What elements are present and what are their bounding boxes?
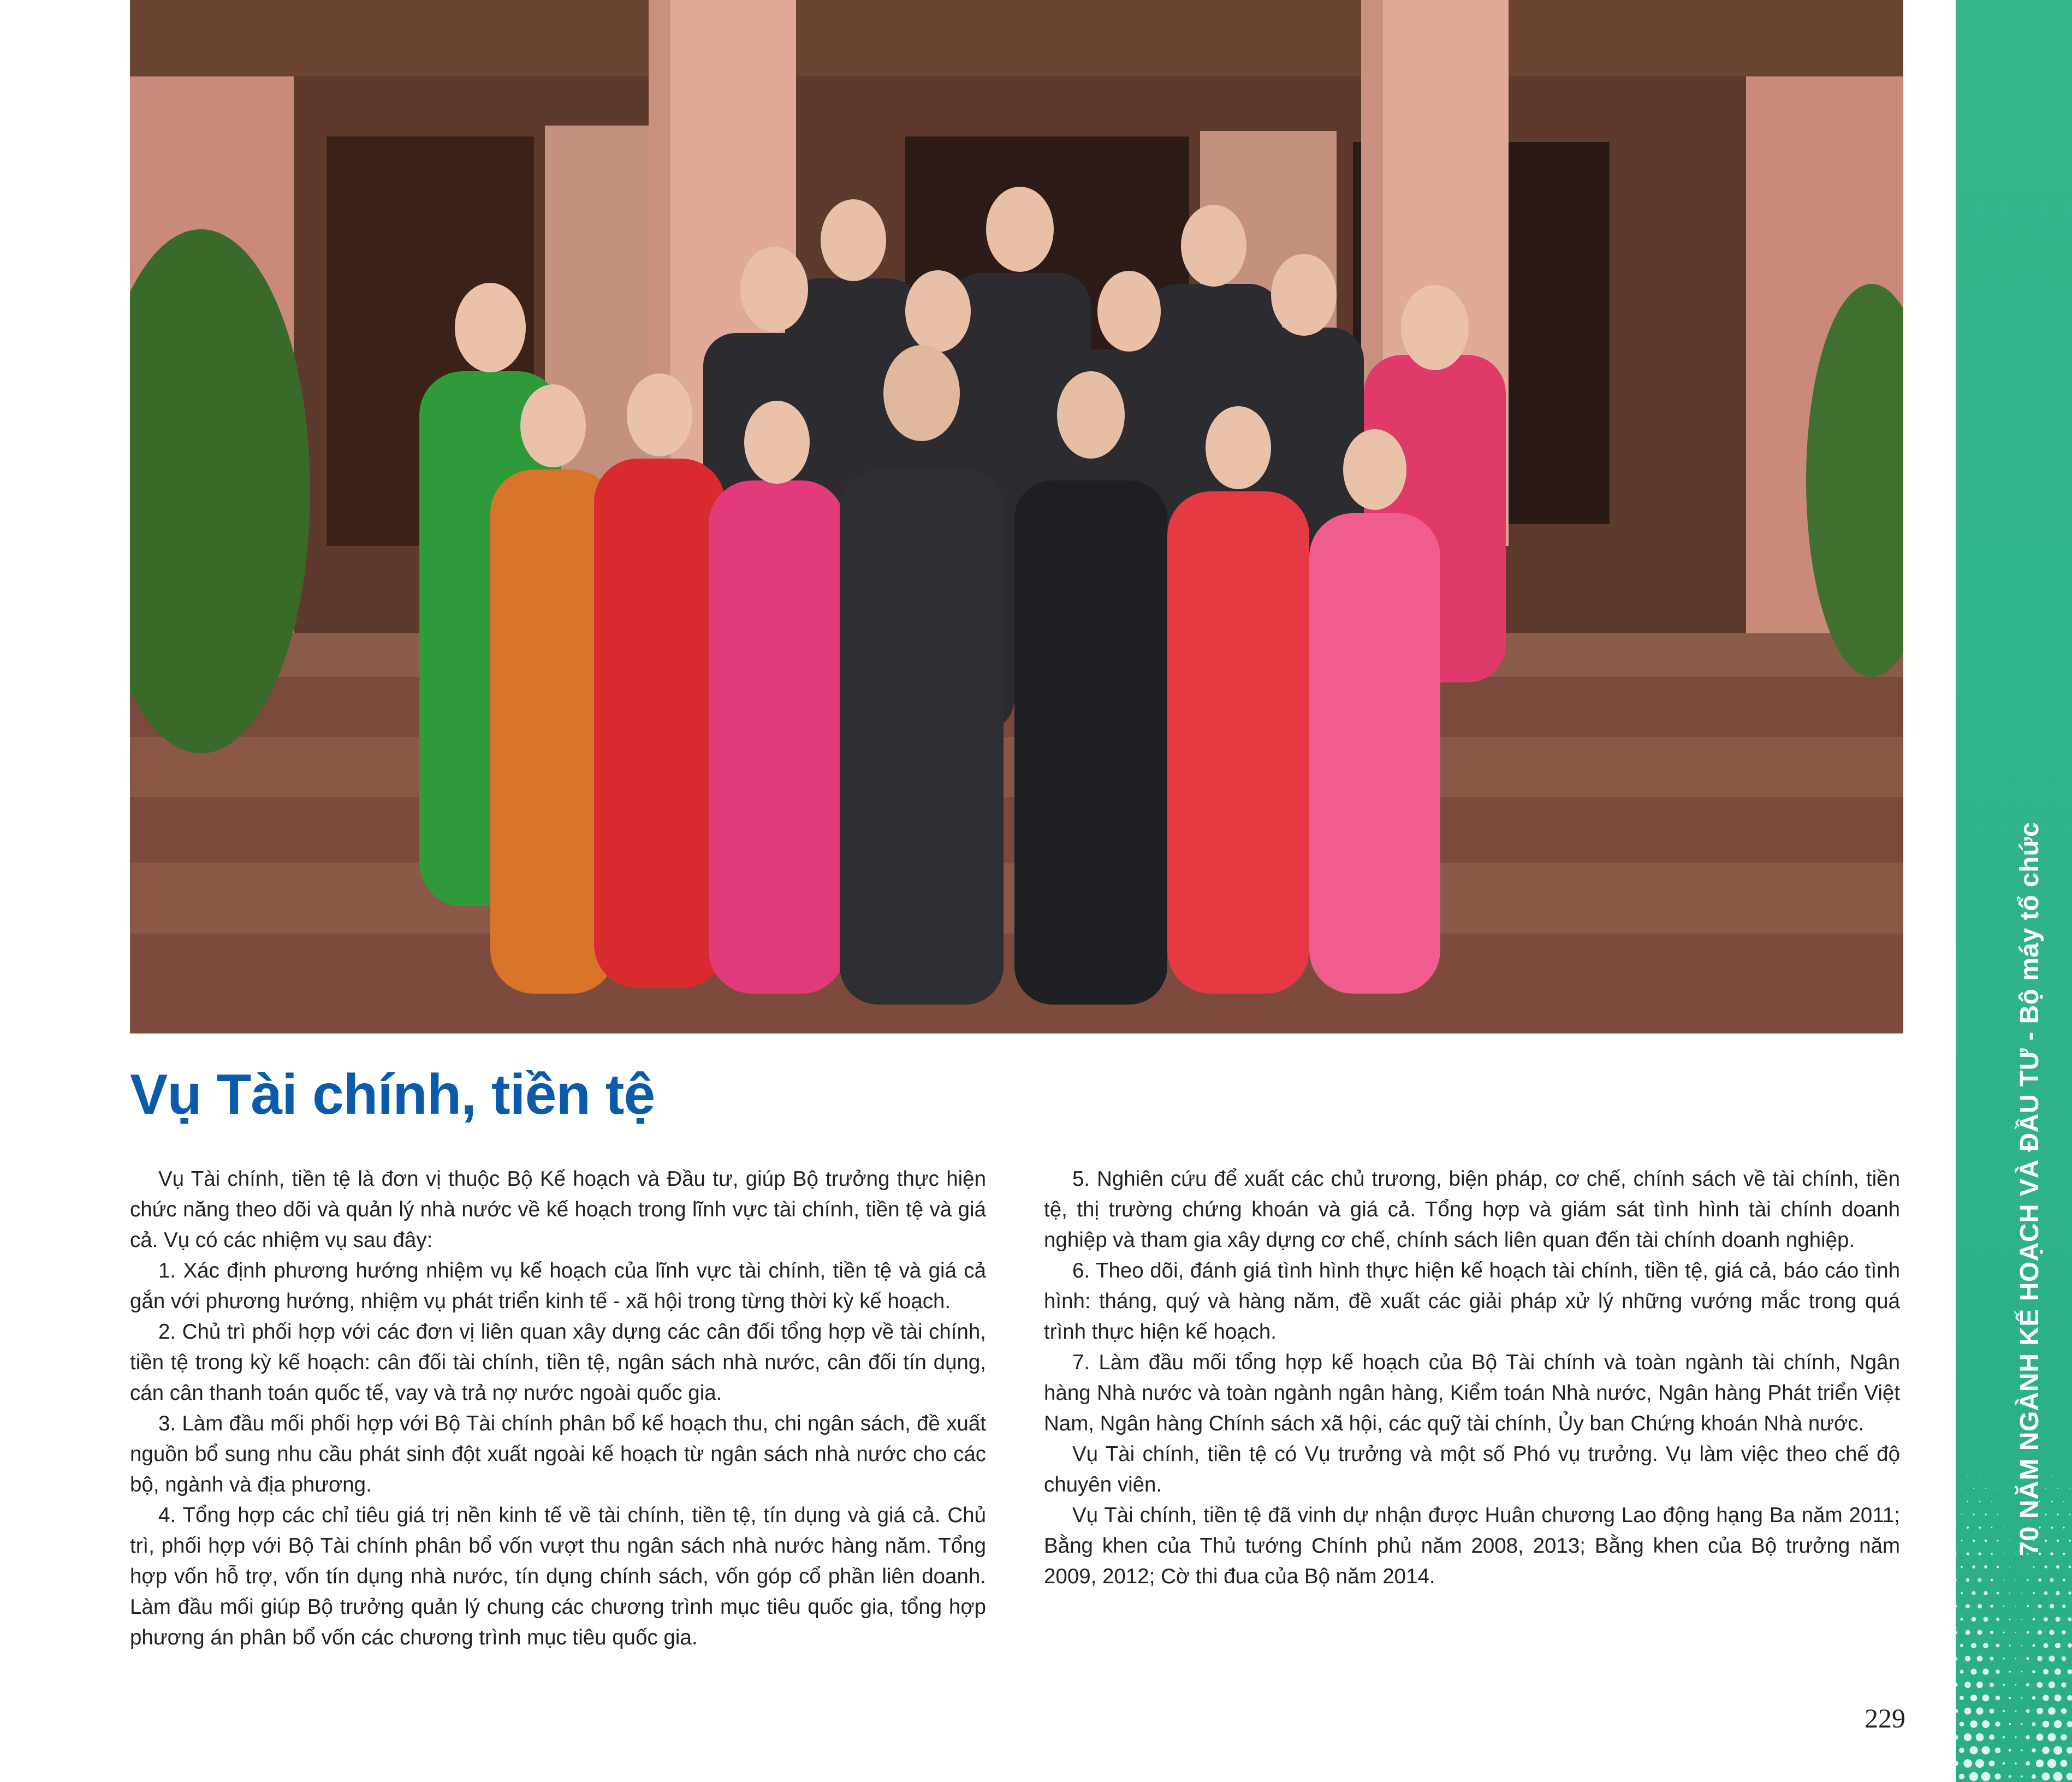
halftone-dot	[2009, 1671, 2010, 1672]
halftone-dot	[2037, 1708, 2043, 1714]
halftone-dot	[2009, 1644, 2010, 1646]
paragraph: 1. Xác định phương hướng nhiệm vụ kế hoạch của lĩnh vực tài chính, tiền tệ và giá cả gắn với phương hướng, nhiệm vụ phát triển kinh tế - xã hội trong từng thời kỳ kế hoạch.	[130, 1259, 986, 1313]
halftone-dot	[1981, 1772, 1991, 1781]
halftone-dot	[1991, 1501, 1992, 1502]
halftone-dot	[2009, 1540, 2010, 1541]
halftone-dot	[1990, 1656, 1993, 1660]
halftone-dot	[2003, 1736, 2005, 1739]
halftone-dot	[2061, 1682, 2067, 1688]
halftone-dot	[1959, 1748, 1964, 1753]
halftone-dot	[1961, 1514, 1962, 1515]
halftone-dot	[1970, 1695, 1977, 1701]
halftone-dot	[2015, 1658, 2016, 1659]
halftone-dot	[2026, 1735, 2029, 1739]
halftone-dot	[2026, 1709, 2030, 1713]
halftone-dot	[1984, 1591, 1987, 1595]
halftone-dot	[1991, 1553, 1993, 1555]
left-column	[130, 1164, 986, 1653]
halftone-dot	[1995, 1721, 2000, 1727]
halftone-dot	[1960, 1722, 1964, 1727]
halftone-dot	[1978, 1604, 1982, 1608]
halftone-dot	[1956, 1735, 1958, 1739]
halftone-dot	[2050, 1604, 2054, 1608]
halftone-dot	[2015, 1579, 2016, 1580]
halftone-dot	[2027, 1579, 2028, 1581]
halftone-dot	[1985, 1540, 1987, 1542]
halftone-dot	[2021, 1645, 2022, 1646]
halftone-dot	[1990, 1683, 1994, 1687]
halftone-dot	[1960, 1618, 1963, 1620]
halftone-dot	[2021, 1749, 2022, 1751]
group-photo-illustration	[130, 0, 1903, 1033]
halftone-dot	[2044, 1591, 2048, 1595]
halftone-dot	[2042, 1773, 2050, 1781]
halftone-dot	[2056, 1617, 2061, 1622]
halftone-dot	[1956, 1761, 1958, 1766]
halftone-dot	[1960, 1644, 1963, 1647]
halftone-dot	[2038, 1630, 2042, 1635]
halftone-dot	[2062, 1630, 2065, 1634]
halftone-dot	[2050, 1552, 2053, 1555]
halftone-dot	[2009, 1697, 2011, 1699]
halftone-dot	[1965, 1656, 1970, 1661]
halftone-dot	[2009, 1566, 2010, 1567]
halftone-dot	[2021, 1619, 2022, 1620]
halftone-dot	[1996, 1696, 2000, 1701]
halftone-dot	[2054, 1694, 2061, 1701]
halftone-dot	[2047, 1733, 2056, 1741]
halftone-dot	[2068, 1591, 2071, 1595]
paragraph: Vụ Tài chính, tiền tệ là đơn vị thuộc Bộ Kế hoạch và Đầu tư, giúp Bộ trưởng thực hiện chức năng theo dõi và quản lý nhà nước về kế hoạch trong lĩnh vực tài chính, tiền tệ và giá cả. Vụ có các nhiệm vụ sau đây:	[130, 1167, 986, 1252]
halftone-dot	[2043, 1695, 2049, 1701]
halftone-dot	[2021, 1593, 2022, 1594]
halftone-dot	[2049, 1655, 2055, 1661]
halftone-dot	[2050, 1578, 2054, 1582]
halftone-dot	[1982, 1695, 1990, 1702]
halftone-dot	[1990, 1605, 1993, 1607]
halftone-dot	[2033, 1618, 2035, 1620]
halftone-dot	[2003, 1527, 2004, 1528]
halftone-dot	[1971, 1643, 1976, 1648]
halftone-dot	[2003, 1658, 2004, 1659]
halftone-dot	[1972, 1565, 1975, 1569]
halftone-dot	[2026, 1761, 2030, 1766]
halftone-dot	[2054, 1720, 2062, 1728]
halftone-dot	[2003, 1579, 2004, 1581]
halftone-dot	[1973, 1540, 1975, 1542]
halftone-dot	[1960, 1696, 1964, 1700]
halftone-dot	[2015, 1632, 2016, 1633]
halftone-dot	[2069, 1540, 2071, 1542]
halftone-dot	[2021, 1723, 2022, 1725]
halftone-dot	[1979, 1526, 1981, 1529]
halftone-dot	[1972, 1591, 1975, 1595]
right-column	[1044, 1164, 1900, 1592]
halftone-dot	[2021, 1671, 2023, 1673]
halftone-dot	[1977, 1630, 1982, 1635]
halftone-dot	[1985, 1513, 1986, 1515]
halftone-dot	[2015, 1762, 2017, 1765]
halftone-dot	[1976, 1682, 1983, 1688]
halftone-dot	[2057, 1540, 2059, 1542]
halftone-dot	[2003, 1762, 2005, 1765]
halftone-dot	[2003, 1710, 2005, 1712]
halftone-dot	[2015, 1736, 2016, 1738]
halftone-dot	[2055, 1643, 2061, 1648]
halftone-dot	[2062, 1605, 2065, 1608]
halftone-dot	[1991, 1527, 1993, 1529]
halftone-dot	[1961, 1540, 1963, 1542]
halftone-dot	[2067, 1747, 2072, 1754]
halftone-dot	[1961, 1592, 1963, 1595]
halftone-dot	[1956, 1683, 1958, 1686]
halftone-dot	[1966, 1604, 1970, 1608]
halftone-dot	[2042, 1747, 2050, 1754]
halftone-dot	[1996, 1618, 1999, 1621]
halftone-dot	[2063, 1553, 2065, 1555]
halftone-dot	[2068, 1643, 2072, 1648]
halftone-dot	[1970, 1747, 1978, 1755]
halftone-dot	[2055, 1668, 2061, 1675]
halftone-dot	[1996, 1644, 2000, 1648]
halftone-dot	[2067, 1695, 2072, 1701]
halftone-dot	[2003, 1632, 2005, 1633]
halftone-dot	[1964, 1682, 1971, 1688]
halftone-dot	[2053, 1772, 2062, 1781]
halftone-dot	[1956, 1579, 1957, 1581]
halftone-dot	[2061, 1760, 2068, 1767]
halftone-dot	[1996, 1670, 2000, 1674]
halftone-dot	[2067, 1669, 2072, 1674]
halftone-dot	[1982, 1720, 1990, 1728]
paragraph: 4. Tổng hợp các chỉ tiêu giá trị nền kinh tế về tài chính, tiền tệ, tín dụng và giá cả. Chủ trì, phối hợp với Bộ Tài chính phân bổ vốn vượt thu ngân sách nhà nước hàng năm. Tổng hợp vốn hỗ trợ, vốn tín dụng nhà nước, tín dụng chính sách, vốn góp cổ phần liên doanh. Làm đầu mối giúp Bộ trưởng quản lý chung các chương trình mục tiêu quốc gia, tổng hợp phương án phân bổ vốn các chương trình mục tiêu quốc gia.	[130, 1504, 986, 1649]
halftone-dot	[2036, 1733, 2043, 1741]
halftone-dot	[2036, 1760, 2044, 1767]
halftone-dot	[1963, 1759, 1972, 1768]
title-separator: -	[2015, 1031, 2044, 1041]
halftone-dot	[1956, 1605, 1957, 1608]
halftone-dot	[2027, 1605, 2029, 1607]
halftone-dot	[1965, 1630, 1970, 1635]
halftone-dot	[1989, 1761, 1995, 1767]
halftone-dot	[1994, 1773, 2000, 1779]
halftone-dot	[2009, 1619, 2011, 1620]
halftone-dot	[2009, 1723, 2011, 1725]
halftone-dot	[2033, 1592, 2035, 1594]
halftone-dot	[2069, 1566, 2071, 1569]
halftone-dot	[2047, 1759, 2057, 1768]
halftone-dot	[2026, 1683, 2029, 1686]
halftone-dot	[1997, 1514, 1998, 1515]
halftone-dot	[1977, 1656, 1983, 1662]
halftone-dot	[1985, 1488, 1986, 1489]
paragraph: 5. Nghiên cứu để xuất các chủ trương, biện pháp, cơ chế, chính sách về tài chính, tiền tệ, thị trường chứng khoán và giá cả. Tổng hợp và giám sát tình hình tài chính doanh nghiệp và tham gia xây dựng cơ chế, chính sách liên quan đến tài chính doanh nghiệp.	[1044, 1167, 1900, 1252]
paragraph: 7. Làm đầu mối tổng hợp kế hoạch của Bộ Tài chính và toàn ngành tài chính, Ngân hàng Nhà nước và toàn ngành ngân hàng, Kiểm toán Nhà nước, Ngân hàng Phát triển Việt Nam, Ngân hàng Chính sách xã hội, các quỹ tài chính, Ủy ban Chứng khoán Nhà nước.	[1044, 1351, 1900, 1435]
halftone-dot	[1964, 1708, 1972, 1715]
halftone-dot	[2009, 1593, 2010, 1594]
halftone-dot	[2067, 1721, 2072, 1727]
halftone-dot	[2062, 1656, 2066, 1661]
halftone-dot	[2053, 1746, 2062, 1755]
halftone-dot	[1970, 1668, 1976, 1674]
book-title: 70 NĂM NGÀNH KẾ HOẠCH VÀ ĐẦU TƯ	[2015, 1048, 2044, 1556]
halftone-dot	[1967, 1526, 1969, 1529]
halftone-dot	[2049, 1682, 2055, 1688]
halftone-dot	[2063, 1526, 2064, 1528]
halftone-dot	[1976, 1707, 1983, 1714]
paragraph: Vụ Tài chính, tiền tệ đã vinh dự nhận được Huân chương Lao động hạng Ba năm 2011; Bằng khen của Thủ tướng Chính phủ năm 2008, 2013; Bằng khen của Bộ trưởng năm 2009, 2012; Cờ thi đua của Bộ năm 2014.	[1044, 1504, 1900, 1588]
halftone-dot	[1956, 1709, 1958, 1713]
halftone-dot	[1972, 1617, 1976, 1621]
halftone-dot	[2026, 1657, 2029, 1660]
halftone-dot	[2015, 1606, 2016, 1607]
halftone-dot	[2044, 1565, 2047, 1568]
halftone-dot	[1978, 1552, 1981, 1555]
halftone-dot	[2008, 1775, 2011, 1778]
halftone-dot	[1997, 1592, 1999, 1595]
halftone-dot	[2057, 1488, 2058, 1489]
halftone-dot	[1982, 1668, 1988, 1674]
halftone-dot	[2027, 1631, 2029, 1634]
halftone-dot	[2037, 1682, 2043, 1688]
paragraph: 3. Làm đầu mối phối hợp với Bộ Tài chính phân bổ kế hoạch thu, chi ngân sách, đề xuất nguồn bổ sung nhu cầu phát sinh đột xuất ngoài kế hoạch từ ngân sách nhà nước cho các bộ, ngành và địa phương.	[130, 1412, 986, 1496]
halftone-dot	[1997, 1540, 1998, 1541]
halftone-dot	[2069, 1488, 2070, 1489]
halftone-dot	[1976, 1733, 1984, 1742]
halftone-dot	[1969, 1772, 1978, 1781]
halftone-dot	[1973, 1488, 1974, 1489]
halftone-dot	[2032, 1644, 2035, 1647]
halftone-dot	[1984, 1565, 1987, 1569]
halftone-dot	[2032, 1670, 2035, 1673]
halftone-dot	[1989, 1708, 1994, 1713]
group-photo	[130, 0, 1903, 1033]
side-band	[1956, 0, 2072, 1782]
halftone-dot	[1956, 1553, 1957, 1554]
halftone-dot	[1966, 1578, 1969, 1582]
halftone-dot	[2032, 1696, 2035, 1700]
halftone-dot	[2021, 1566, 2022, 1567]
halftone-dot	[1989, 1735, 1994, 1740]
halftone-dot	[2003, 1606, 2004, 1607]
halftone-dot	[2038, 1578, 2041, 1582]
halftone-dot	[1995, 1748, 2000, 1753]
halftone-dot	[1970, 1720, 1978, 1728]
paragraph: 2. Chủ trì phối hợp với các đơn vị liên quan xây dựng các cân đối tổng hợp về tài chính, tiền tệ trong kỳ kế hoạch: cân đối tài chính, tiền tệ, ngân sách nhà nước, cân đối tín dụng, cán cân thanh toán quốc tế, vay và trả nợ nước ngoài quốc gia.	[130, 1320, 986, 1405]
halftone-dot	[2003, 1684, 2005, 1686]
halftone-dot	[2009, 1749, 2011, 1752]
halftone-dot	[1997, 1566, 1999, 1568]
halftone-dot	[2033, 1566, 2034, 1567]
halftone-dot	[1964, 1733, 1972, 1741]
paragraph: Vụ Tài chính, tiền tệ có Vụ trưởng và một số Phó vụ trưởng. Vụ làm việc theo chế độ chuyên viên.	[1044, 1442, 1900, 1496]
halftone-dot	[1975, 1759, 1984, 1768]
halftone-dot	[2048, 1707, 2056, 1715]
page-number: 229	[1865, 1703, 1905, 1733]
halftone-dot	[2015, 1710, 2017, 1712]
halftone-dot	[2061, 1708, 2067, 1714]
halftone-dot	[2068, 1618, 2072, 1621]
halftone-dot	[1959, 1774, 1964, 1779]
halftone-dot	[2043, 1669, 2049, 1674]
halftone-dot	[1960, 1670, 1963, 1673]
halftone-dot	[1966, 1552, 1969, 1555]
halftone-dot	[2044, 1617, 2048, 1621]
halftone-dot	[1961, 1566, 1963, 1568]
halftone-dot	[2066, 1773, 2072, 1780]
halftone-dot	[1967, 1501, 1969, 1502]
halftone-dot	[2049, 1630, 2055, 1635]
halftone-dot	[2032, 1722, 2035, 1726]
halftone-dot	[2032, 1748, 2036, 1753]
halftone-dot	[1981, 1746, 1990, 1754]
article-title: Vụ Tài chính, tiền tệ	[130, 1063, 655, 1126]
halftone-dot	[2061, 1734, 2067, 1741]
halftone-dot	[1983, 1643, 1988, 1648]
halftone-dot	[1990, 1631, 1993, 1634]
halftone-dot	[1984, 1617, 1988, 1622]
halftone-dot	[2037, 1656, 2043, 1661]
halftone-dot	[1978, 1578, 1982, 1582]
paragraph: 6. Theo dõi, đánh giá tình hình thực hiện kế hoạch tài chính, tiền tệ, giá cả, báo cáo tình hình: tháng, quý và hàng năm, đề xuất các giải pháp xử lý những vướng mắc trong quá trình thực hiện kế hoạch.	[1044, 1259, 1900, 1344]
halftone-dot	[1973, 1513, 1974, 1515]
halftone-dot	[2038, 1604, 2041, 1608]
halftone-dot	[2063, 1501, 2064, 1502]
halftone-dot	[1991, 1579, 1993, 1582]
halftone-dot	[2003, 1553, 2004, 1554]
halftone-dot	[2021, 1697, 2023, 1699]
halftone-dot	[2021, 1775, 2023, 1778]
halftone-dot	[1956, 1631, 1957, 1634]
halftone-dot	[2015, 1684, 2017, 1686]
halftone-dot	[2057, 1513, 2058, 1515]
section-name: Bộ máy tổ chức	[2015, 822, 2044, 1024]
halftone-dot	[2051, 1526, 2053, 1529]
halftone-dot	[2062, 1578, 2065, 1581]
halftone-dot	[2043, 1721, 2050, 1728]
halftone-dot	[1979, 1501, 1981, 1502]
halftone-dot	[2044, 1643, 2049, 1648]
halftone-dot	[2032, 1774, 2036, 1779]
halftone-dot	[2069, 1514, 2071, 1516]
halftone-dot	[2051, 1501, 2053, 1502]
side-band-title	[2014, 822, 2046, 1556]
halftone-dot	[2056, 1591, 2060, 1595]
halftone-dot	[2056, 1565, 2059, 1569]
halftone-dot	[1956, 1657, 1957, 1661]
